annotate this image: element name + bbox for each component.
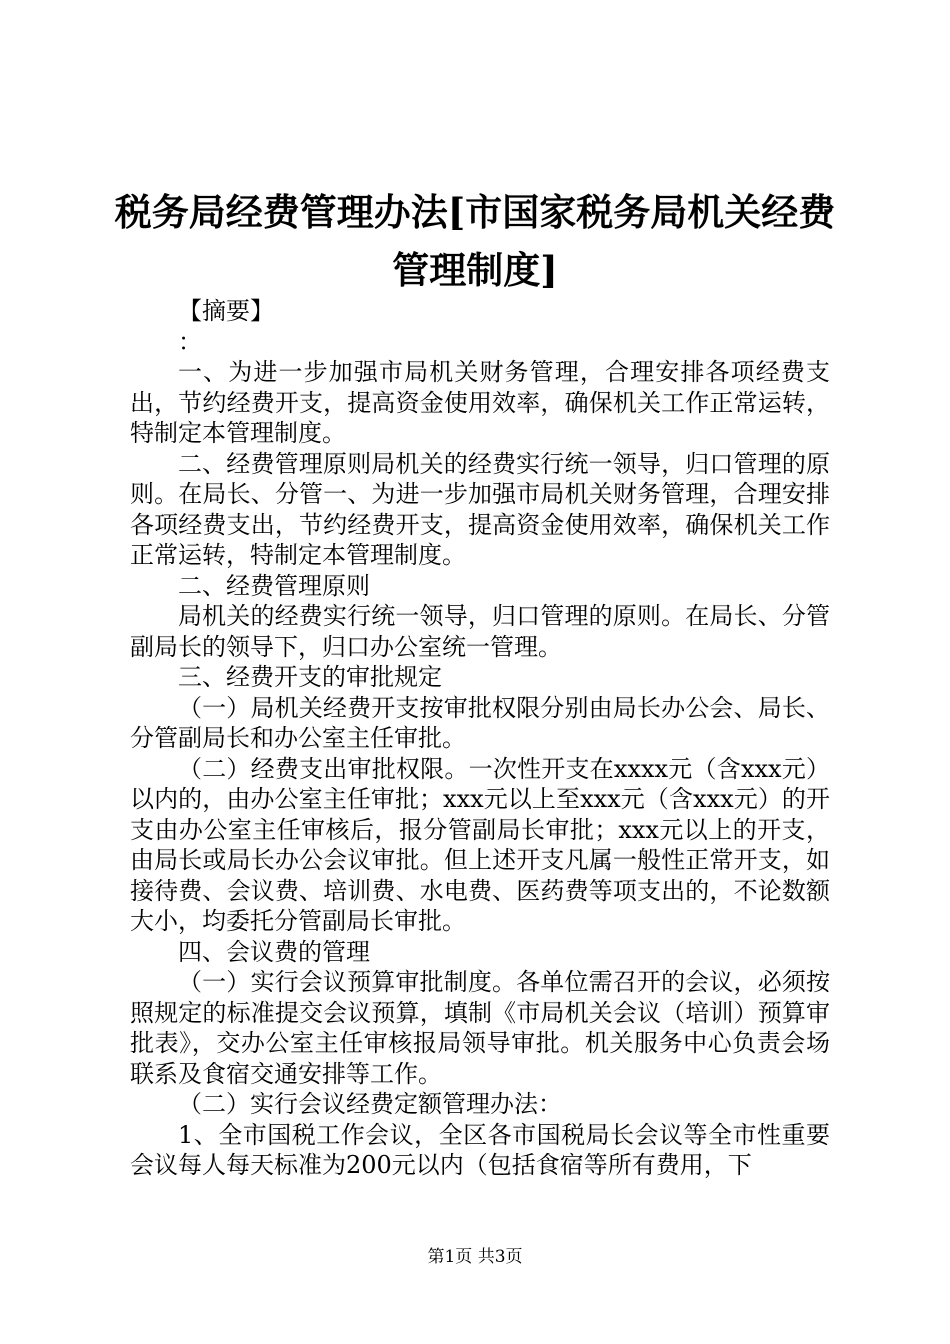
- section-heading: 三、经费开支的审批规定: [178, 663, 442, 691]
- page-footer: 第1页 共3页: [427, 1247, 523, 1267]
- document-body: [130, 296, 830, 1181]
- paragraph: （二）实行会议经费定额管理办法：: [178, 1090, 562, 1118]
- section-heading: 二、经费管理原则: [178, 571, 370, 600]
- paragraph: 二、经费管理原则局机关的经费实行统一领导，归口管理的原则。在局长、分管一、为进一步加强市局机关财务管理，合理安排各项经费支出，节约经费开支，提高资金使用效率，确保机关工作正常运转，特制定本管理制度。: [130, 449, 830, 569]
- abstract-colon: ：: [178, 327, 202, 356]
- paragraph: 一、为进一步加强市局机关财务管理，合理安排各项经费支出，节约经费开支，提高资金使用效率，确保机关工作正常运转，特制定本管理制度。: [130, 358, 830, 447]
- section-heading: 四、会议费的管理: [178, 937, 370, 966]
- paragraph: （二）经费支出审批权限。一次性开支在xxxx元（含xxx元）以内的，由办公室主任审批；xxx元以上至xxx元（含xxx元）的开支由办公室主任审核后，报分管副局长审批；xxx元以上的开支，由局长或局长办公会议审批。但上述开支凡属一般性正常开支，如接待费、会议费、培训费、水电费、医药费等项支出的，不论数额大小，均委托分管副局长审批。: [130, 754, 830, 935]
- document-title: 税务局经费管理办法[市国家税务局机关经费管理制度]: [114, 190, 836, 292]
- paragraph: 1、全市国税工作会议，全区各市国税局长会议等全市性重要会议每人每天标准为200元以内（包括食宿等所有费用，下: [130, 1120, 830, 1179]
- paragraph: （一）局机关经费开支按审批权限分别由局长办公会、局长、分管副局长和办公室主任审批。: [130, 693, 830, 752]
- paragraph: 局机关的经费实行统一领导，归口管理的原则。在局长、分管副局长的领导下，归口办公室统一管理。: [130, 602, 830, 661]
- abstract-label: 【摘要】: [178, 297, 274, 325]
- paragraph: （一）实行会议预算审批制度。各单位需召开的会议，必须按照规定的标准提交会议预算，填制《市局机关会议（培训）预算审批表》，交办公室主任审核报局领导审批。机关服务中心负责会场联系及食宿交通安排等工作。: [130, 968, 830, 1088]
